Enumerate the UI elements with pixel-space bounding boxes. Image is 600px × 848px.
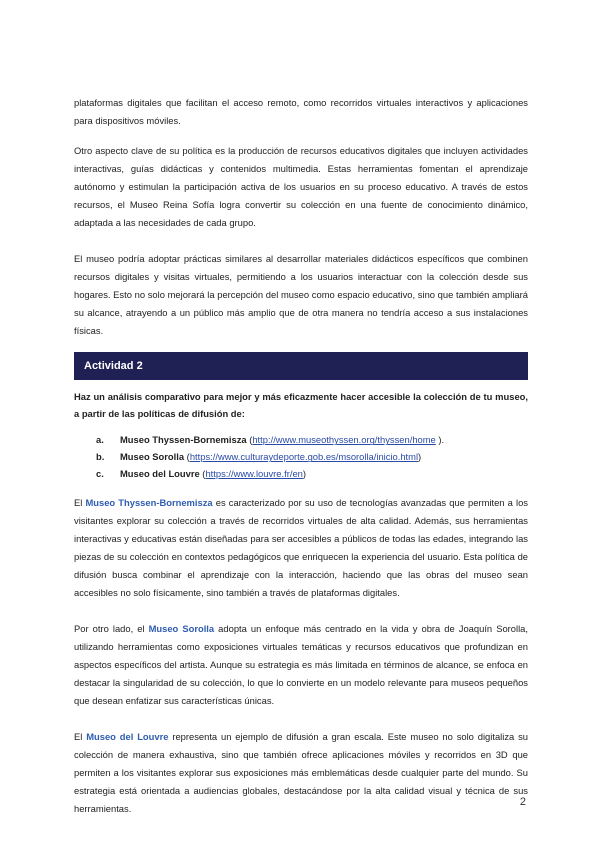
paren-close: ). — [435, 434, 445, 446]
paragraph-thyssen — [74, 494, 528, 602]
highlight-louvre: Museo del Louvre — [86, 731, 169, 743]
document-page — [74, 94, 528, 818]
paren-open: ( — [184, 451, 190, 463]
text-fragment: es caracterizado por su uso de tecnologías avanzadas que permiten a los visitantes explorar su colección a través de recorridos virtuales de alta calidad. Además, sus herramientas interactivas y educativas están diseñadas para ser accesibles a públicos de todas las edades, integrando las piezas de su colección en contextos pedagógicos que enriquecen la experiencia del usuario. Esta política de difusión busca combinar el aprendizaje con la interacción, haciendo que las obras del museo sean accesibles no solo físicamente, sino también a través de plataformas digitales. — [74, 497, 528, 599]
paragraph-adoption: El museo podría adoptar prácticas similares al desarrollar materiales didácticos específicos que combinen recursos digitales y visitas virtuales, permitiendo a los usuarios interactuar con la colección desde sus hogares. Esto no solo mejorará la percepción del museo como espacio educativo, sino que también ampliará su alcance, atrayendo a un público más amplio que de otra manera no tendría acceso a sus instalaciones físicas. — [74, 253, 528, 336]
paren-open: ( — [199, 468, 206, 480]
paren-close: ) — [302, 468, 306, 480]
museum-name: Museo del Louvre — [120, 468, 200, 480]
museum-link-louvre[interactable]: https://www.louvre.fr/en — [205, 468, 303, 480]
museum-name: Museo Sorolla — [120, 451, 185, 463]
text-fragment: representa un ejemplo de difusión a gran escala. Este museo no solo digitaliza su colección de manera exhaustiva, sino que también ofrece aplicaciones móviles y recorridos en 3D que permiten a los visitantes explorar sus exposiciones más emblemáticas desde cualquier parte del mundo. Su estrategia está orientada a audiencias globales, destacándose por la alta calidad visual y técnica de sus herramientas. — [74, 731, 529, 815]
text-fragment: Por otro lado, el — [74, 623, 149, 635]
paren-close: ) — [418, 451, 422, 463]
museum-link-sorolla[interactable]: https://www.culturaydeporte.gob.es/msorolla/inicio.html — [189, 451, 419, 463]
list-marker: c. — [96, 468, 104, 480]
list-item — [74, 465, 528, 482]
list-item — [74, 431, 528, 448]
museum-list — [74, 431, 528, 482]
activity-title: Actividad 2 — [84, 360, 143, 372]
text-fragment: El — [74, 731, 87, 743]
page-number: 2 — [519, 796, 526, 808]
paragraph-louvre — [74, 728, 528, 818]
paragraph-resources: Otro aspecto clave de su política es la producción de recursos educativos digitales que incluyen actividades interactivas, guías didácticas y contenidos multimedia. Estas herramientas fomentan el aprendizaje autónomo y estimulan la participación activa de los usuarios en su proceso educativo. A través de estos recursos, el Museo Reina Sofía logra convertir su colección en una fuente de conocimiento dinámico, adaptada a las necesidades de cada grupo. — [74, 145, 528, 228]
paragraph-intro: plataformas digitales que facilitan el acceso remoto, como recorridos virtuales interactivos y aplicaciones para dispositivos móviles. — [74, 97, 528, 126]
list-item — [74, 448, 528, 465]
text-fragment: adopta un enfoque más centrado en la vida y obra de Joaquín Sorolla, utilizando herramientas como exposiciones virtuales temáticas y recursos educativos que profundizan en aspectos específicos del artista. Aunque su estrategia es más limitada en términos de alcance, se enfoca en destacar la singularidad de su colección, lo que lo convierte en un modelo relevante para museos pequeños que desean enfatizar sus características únicas. — [74, 623, 528, 707]
highlight-thyssen: Museo Thyssen-Bornemisza — [85, 497, 213, 509]
activity-banner — [74, 352, 528, 380]
museum-link-thyssen[interactable]: http://www.museothyssen.org/thyssen/home — [252, 434, 436, 446]
list-marker: b. — [96, 451, 105, 463]
highlight-sorolla: Museo Sorolla — [148, 623, 215, 635]
museum-name: Museo Thyssen-Bornemisza — [120, 434, 247, 446]
text-fragment: El — [74, 497, 86, 509]
activity-question: Haz un análisis comparativo para mejor y más eficazmente hacer accesible la colección de tu museo, a partir de las políticas de difusión de: — [74, 391, 528, 419]
paragraph-sorolla — [74, 620, 528, 710]
list-marker: a. — [96, 434, 104, 446]
paren-open: ( — [246, 434, 253, 446]
